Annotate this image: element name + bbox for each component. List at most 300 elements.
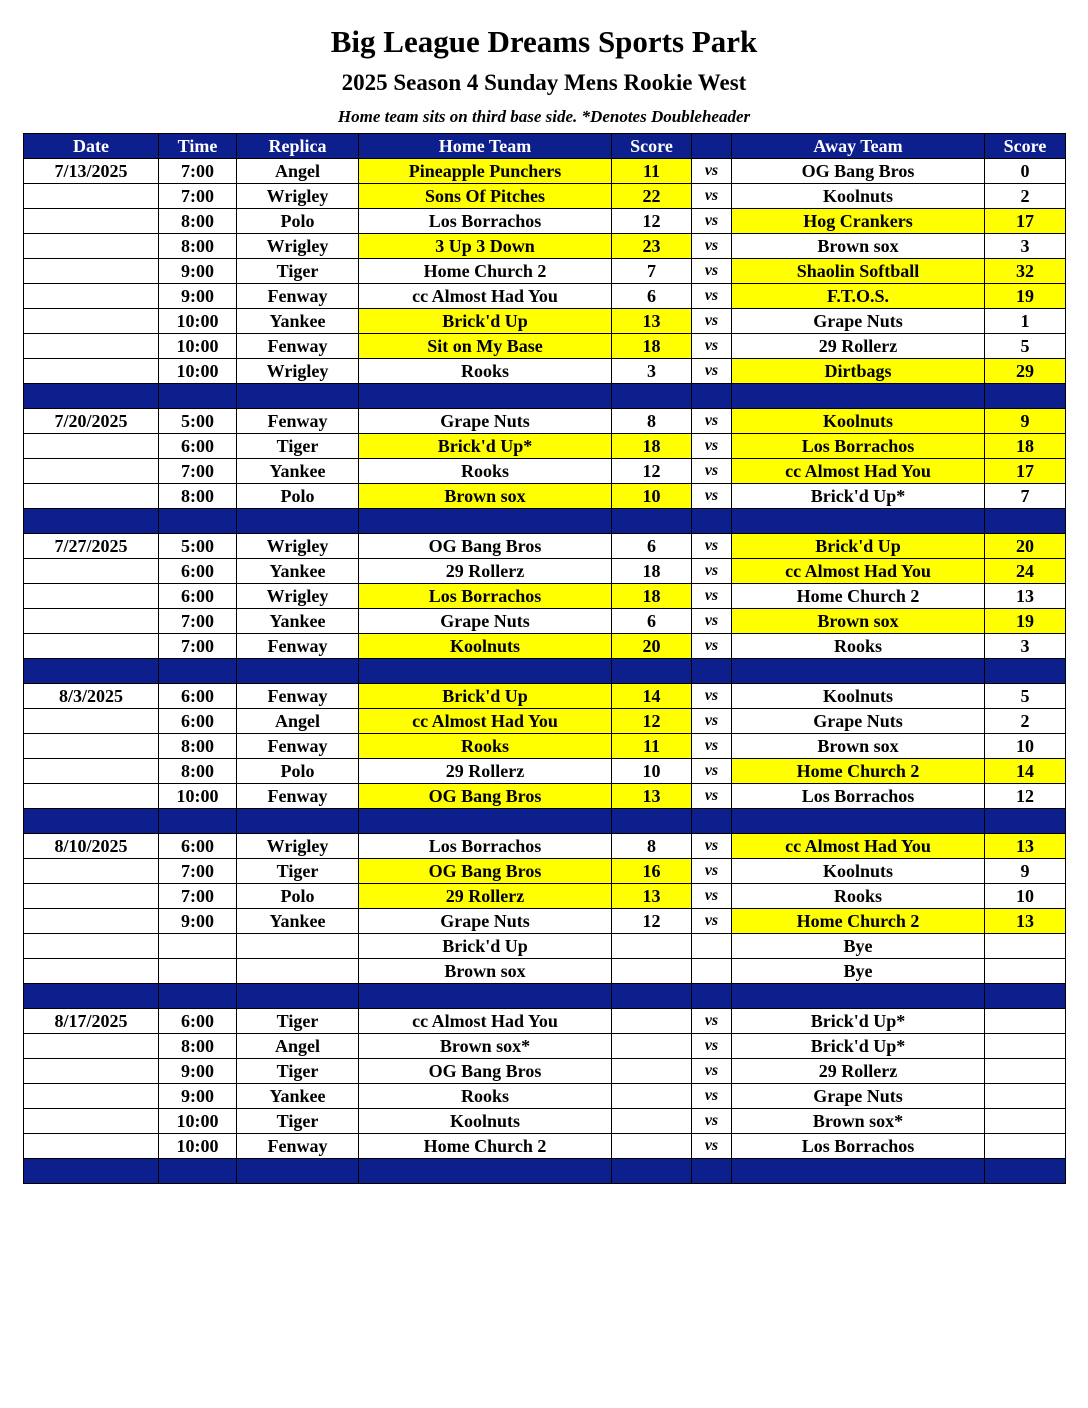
cell-vs: vs (692, 634, 732, 659)
cell-away-score (985, 959, 1066, 984)
cell-vs: vs (692, 484, 732, 509)
separator-cell (237, 809, 359, 834)
cell-date: 8/17/2025 (24, 1009, 159, 1034)
separator-cell (24, 984, 159, 1009)
separator-cell (985, 984, 1066, 1009)
cell-away-team: Home Church 2 (732, 759, 985, 784)
cell-vs: vs (692, 559, 732, 584)
cell-away-score: 20 (985, 534, 1066, 559)
cell-date (24, 234, 159, 259)
table-row (24, 209, 1066, 234)
separator-cell (359, 384, 612, 409)
cell-vs: vs (692, 1009, 732, 1034)
cell-away-team: Brick'd Up* (732, 1009, 985, 1034)
cell-home-team: Home Church 2 (359, 1134, 612, 1159)
separator-cell (612, 659, 692, 684)
cell-away-team: Rooks (732, 884, 985, 909)
col-header-replica: Replica (237, 134, 359, 159)
table-row (24, 734, 1066, 759)
cell-home-score: 10 (612, 484, 692, 509)
cell-date (24, 284, 159, 309)
cell-replica: Angel (237, 709, 359, 734)
cell-home-team: OG Bang Bros (359, 784, 612, 809)
table-row (24, 1084, 1066, 1109)
separator-cell (612, 984, 692, 1009)
separator-cell (159, 659, 237, 684)
cell-home-score (612, 1034, 692, 1059)
cell-vs: vs (692, 359, 732, 384)
cell-home-score: 6 (612, 284, 692, 309)
cell-date (24, 459, 159, 484)
cell-time: 7:00 (159, 634, 237, 659)
col-header-away-score: Score (985, 134, 1066, 159)
col-header-away-team: Away Team (732, 134, 985, 159)
cell-time: 8:00 (159, 234, 237, 259)
cell-vs: vs (692, 1059, 732, 1084)
cell-time: 8:00 (159, 759, 237, 784)
separator-cell (237, 384, 359, 409)
cell-home-score: 12 (612, 909, 692, 934)
cell-vs: vs (692, 259, 732, 284)
table-row (24, 709, 1066, 734)
cell-date: 8/10/2025 (24, 834, 159, 859)
cell-away-team: Brown sox (732, 734, 985, 759)
cell-away-team: Hog Crankers (732, 209, 985, 234)
cell-home-score: 22 (612, 184, 692, 209)
cell-date (24, 959, 159, 984)
week-separator-row (24, 659, 1066, 684)
cell-home-score: 7 (612, 259, 692, 284)
cell-away-score: 12 (985, 784, 1066, 809)
cell-time (159, 959, 237, 984)
cell-away-score: 3 (985, 634, 1066, 659)
cell-away-team: Brick'd Up* (732, 1034, 985, 1059)
col-header-time: Time (159, 134, 237, 159)
cell-home-team: OG Bang Bros (359, 859, 612, 884)
cell-home-team: Grape Nuts (359, 409, 612, 434)
cell-vs: vs (692, 284, 732, 309)
cell-time: 6:00 (159, 684, 237, 709)
cell-replica: Fenway (237, 634, 359, 659)
cell-home-team: 29 Rollerz (359, 759, 612, 784)
cell-home-score: 13 (612, 884, 692, 909)
table-row (24, 184, 1066, 209)
cell-date (24, 559, 159, 584)
cell-time: 7:00 (159, 609, 237, 634)
cell-away-score: 13 (985, 584, 1066, 609)
cell-away-team: cc Almost Had You (732, 459, 985, 484)
cell-home-score (612, 1009, 692, 1034)
cell-vs: vs (692, 784, 732, 809)
cell-date (24, 709, 159, 734)
cell-away-score (985, 1059, 1066, 1084)
cell-date (24, 934, 159, 959)
cell-away-team: F.T.O.S. (732, 284, 985, 309)
cell-time: 7:00 (159, 459, 237, 484)
table-row (24, 159, 1066, 184)
cell-replica: Wrigley (237, 534, 359, 559)
page-subtitle: 2025 Season 4 Sunday Mens Rookie West (341, 70, 747, 95)
cell-away-score: 32 (985, 259, 1066, 284)
col-header-vs (692, 134, 732, 159)
cell-time: 9:00 (159, 909, 237, 934)
cell-home-score (612, 1084, 692, 1109)
week-separator-row (24, 809, 1066, 834)
table-row (24, 934, 1066, 959)
separator-cell (237, 509, 359, 534)
cell-time: 6:00 (159, 1009, 237, 1034)
table-row (24, 434, 1066, 459)
cell-time: 8:00 (159, 734, 237, 759)
separator-cell (359, 509, 612, 534)
cell-home-team: Rooks (359, 459, 612, 484)
table-row (24, 309, 1066, 334)
cell-away-score (985, 1034, 1066, 1059)
table-row (24, 359, 1066, 384)
cell-time: 6:00 (159, 834, 237, 859)
separator-cell (692, 809, 732, 834)
cell-home-score: 8 (612, 409, 692, 434)
cell-replica (237, 934, 359, 959)
cell-time (159, 934, 237, 959)
cell-home-score (612, 1134, 692, 1159)
cell-time: 10:00 (159, 1109, 237, 1134)
cell-time: 8:00 (159, 209, 237, 234)
cell-replica: Fenway (237, 284, 359, 309)
table-row (24, 559, 1066, 584)
cell-date (24, 1134, 159, 1159)
separator-cell (985, 1159, 1066, 1184)
cell-date (24, 259, 159, 284)
cell-vs: vs (692, 209, 732, 234)
cell-away-score: 24 (985, 559, 1066, 584)
cell-away-team: 29 Rollerz (732, 334, 985, 359)
cell-away-team: Bye (732, 959, 985, 984)
cell-home-team: Pineapple Punchers (359, 159, 612, 184)
cell-time: 8:00 (159, 484, 237, 509)
cell-home-team: Sons Of Pitches (359, 184, 612, 209)
week-separator-row (24, 509, 1066, 534)
cell-time: 6:00 (159, 434, 237, 459)
cell-replica: Yankee (237, 1084, 359, 1109)
cell-replica: Tiger (237, 434, 359, 459)
cell-vs: vs (692, 709, 732, 734)
cell-home-score: 18 (612, 434, 692, 459)
cell-away-score: 9 (985, 409, 1066, 434)
cell-home-score: 13 (612, 309, 692, 334)
cell-home-team: Rooks (359, 1084, 612, 1109)
cell-away-team: Grape Nuts (732, 1084, 985, 1109)
cell-date (24, 609, 159, 634)
cell-time: 6:00 (159, 584, 237, 609)
cell-home-team: Los Borrachos (359, 584, 612, 609)
table-row (24, 884, 1066, 909)
separator-cell (237, 659, 359, 684)
cell-replica: Fenway (237, 409, 359, 434)
cell-vs: vs (692, 409, 732, 434)
table-row (24, 834, 1066, 859)
cell-away-score: 14 (985, 759, 1066, 784)
cell-home-team: 29 Rollerz (359, 884, 612, 909)
separator-cell (692, 509, 732, 534)
cell-home-score (612, 1059, 692, 1084)
cell-replica: Tiger (237, 859, 359, 884)
cell-home-team: 29 Rollerz (359, 559, 612, 584)
cell-vs: vs (692, 534, 732, 559)
cell-away-score (985, 1134, 1066, 1159)
cell-home-score: 6 (612, 534, 692, 559)
cell-date (24, 484, 159, 509)
separator-cell (612, 809, 692, 834)
cell-home-team: Los Borrachos (359, 834, 612, 859)
separator-cell (359, 659, 612, 684)
cell-replica: Wrigley (237, 234, 359, 259)
week-separator-row (24, 984, 1066, 1009)
cell-home-score: 20 (612, 634, 692, 659)
table-row (24, 784, 1066, 809)
cell-date (24, 359, 159, 384)
cell-replica: Polo (237, 484, 359, 509)
cell-home-score: 11 (612, 734, 692, 759)
cell-home-score: 3 (612, 359, 692, 384)
cell-away-score: 0 (985, 159, 1066, 184)
cell-home-team: Grape Nuts (359, 609, 612, 634)
separator-cell (24, 659, 159, 684)
cell-home-score: 18 (612, 559, 692, 584)
cell-home-score: 6 (612, 609, 692, 634)
table-row (24, 1034, 1066, 1059)
cell-vs: vs (692, 334, 732, 359)
cell-date (24, 334, 159, 359)
schedule-body (24, 159, 1066, 1184)
separator-cell (732, 984, 985, 1009)
cell-vs (692, 934, 732, 959)
table-row (24, 284, 1066, 309)
cell-home-score: 11 (612, 159, 692, 184)
cell-away-team: cc Almost Had You (732, 834, 985, 859)
cell-home-score: 14 (612, 684, 692, 709)
cell-away-score: 3 (985, 234, 1066, 259)
cell-home-team: Rooks (359, 359, 612, 384)
cell-away-team: Grape Nuts (732, 309, 985, 334)
cell-away-team: Brick'd Up (732, 534, 985, 559)
separator-cell (692, 984, 732, 1009)
cell-replica: Angel (237, 159, 359, 184)
cell-replica: Polo (237, 209, 359, 234)
cell-replica: Yankee (237, 559, 359, 584)
cell-time: 10:00 (159, 1134, 237, 1159)
cell-away-score: 10 (985, 734, 1066, 759)
cell-date: 7/20/2025 (24, 409, 159, 434)
cell-replica: Wrigley (237, 834, 359, 859)
cell-away-team: Home Church 2 (732, 909, 985, 934)
cell-home-score: 13 (612, 784, 692, 809)
cell-away-team: Koolnuts (732, 409, 985, 434)
separator-cell (612, 1159, 692, 1184)
cell-away-score: 2 (985, 184, 1066, 209)
separator-cell (24, 384, 159, 409)
cell-away-score (985, 934, 1066, 959)
cell-replica: Yankee (237, 609, 359, 634)
cell-home-team: Brown sox (359, 484, 612, 509)
separator-cell (159, 809, 237, 834)
cell-date (24, 884, 159, 909)
cell-away-score (985, 1109, 1066, 1134)
cell-home-score: 16 (612, 859, 692, 884)
separator-cell (692, 384, 732, 409)
cell-time: 6:00 (159, 709, 237, 734)
table-header-row (24, 134, 1066, 159)
table-row (24, 759, 1066, 784)
separator-cell (24, 809, 159, 834)
table-row (24, 1059, 1066, 1084)
cell-home-score: 12 (612, 459, 692, 484)
cell-replica: Yankee (237, 909, 359, 934)
cell-vs: vs (692, 309, 732, 334)
cell-replica: Polo (237, 884, 359, 909)
cell-date (24, 434, 159, 459)
cell-vs: vs (692, 684, 732, 709)
cell-away-score: 17 (985, 209, 1066, 234)
table-row (24, 859, 1066, 884)
cell-date (24, 309, 159, 334)
table-row (24, 259, 1066, 284)
cell-away-team: Koolnuts (732, 684, 985, 709)
cell-replica: Fenway (237, 684, 359, 709)
cell-vs: vs (692, 609, 732, 634)
page-note: Home team sits on third base side. *Denotes Doubleheader (337, 107, 751, 126)
col-header-home-score: Score (612, 134, 692, 159)
cell-time: 9:00 (159, 1084, 237, 1109)
cell-date (24, 584, 159, 609)
cell-vs: vs (692, 734, 732, 759)
cell-replica: Yankee (237, 459, 359, 484)
separator-cell (24, 1159, 159, 1184)
cell-vs: vs (692, 584, 732, 609)
cell-home-team: Rooks (359, 734, 612, 759)
cell-home-team: OG Bang Bros (359, 534, 612, 559)
cell-replica: Tiger (237, 259, 359, 284)
cell-away-score: 19 (985, 284, 1066, 309)
cell-away-team: Brown sox (732, 609, 985, 634)
cell-date (24, 209, 159, 234)
cell-vs: vs (692, 1109, 732, 1134)
cell-away-score (985, 1084, 1066, 1109)
table-row (24, 484, 1066, 509)
separator-cell (159, 984, 237, 1009)
cell-away-team: Los Borrachos (732, 1134, 985, 1159)
table-row (24, 684, 1066, 709)
cell-away-score: 5 (985, 334, 1066, 359)
cell-home-score: 23 (612, 234, 692, 259)
cell-time: 8:00 (159, 1034, 237, 1059)
cell-away-team: Shaolin Softball (732, 259, 985, 284)
cell-home-score (612, 959, 692, 984)
table-row (24, 634, 1066, 659)
separator-cell (159, 384, 237, 409)
cell-time: 9:00 (159, 259, 237, 284)
separator-cell (985, 809, 1066, 834)
cell-away-team: Brown sox (732, 234, 985, 259)
week-separator-row (24, 1159, 1066, 1184)
separator-cell (692, 659, 732, 684)
cell-home-team: Koolnuts (359, 1109, 612, 1134)
cell-away-team: Dirtbags (732, 359, 985, 384)
cell-home-score: 10 (612, 759, 692, 784)
cell-away-score: 17 (985, 459, 1066, 484)
separator-cell (612, 384, 692, 409)
cell-replica: Tiger (237, 1109, 359, 1134)
cell-home-score: 8 (612, 834, 692, 859)
cell-vs: vs (692, 759, 732, 784)
cell-home-team: 3 Up 3 Down (359, 234, 612, 259)
cell-replica: Fenway (237, 1134, 359, 1159)
cell-home-team: cc Almost Had You (359, 284, 612, 309)
cell-home-team: Brown sox* (359, 1034, 612, 1059)
cell-vs: vs (692, 184, 732, 209)
cell-away-team: Rooks (732, 634, 985, 659)
cell-time: 10:00 (159, 309, 237, 334)
cell-replica: Yankee (237, 309, 359, 334)
cell-home-score: 18 (612, 334, 692, 359)
cell-vs: vs (692, 1084, 732, 1109)
cell-date (24, 784, 159, 809)
cell-home-score (612, 934, 692, 959)
cell-home-team: cc Almost Had You (359, 709, 612, 734)
cell-vs: vs (692, 434, 732, 459)
cell-vs: vs (692, 859, 732, 884)
separator-cell (732, 659, 985, 684)
separator-cell (359, 984, 612, 1009)
separator-cell (985, 384, 1066, 409)
separator-cell (985, 509, 1066, 534)
cell-date (24, 1109, 159, 1134)
cell-away-score: 13 (985, 834, 1066, 859)
cell-away-team: Home Church 2 (732, 584, 985, 609)
cell-replica: Wrigley (237, 584, 359, 609)
cell-away-team: Los Borrachos (732, 434, 985, 459)
cell-replica: Fenway (237, 334, 359, 359)
cell-replica: Tiger (237, 1009, 359, 1034)
cell-vs: vs (692, 834, 732, 859)
cell-home-score: 12 (612, 709, 692, 734)
cell-away-score: 7 (985, 484, 1066, 509)
table-row (24, 1009, 1066, 1034)
cell-time: 10:00 (159, 784, 237, 809)
separator-cell (159, 1159, 237, 1184)
cell-home-score: 18 (612, 584, 692, 609)
cell-home-team: Sit on My Base (359, 334, 612, 359)
cell-home-score: 12 (612, 209, 692, 234)
cell-away-score: 1 (985, 309, 1066, 334)
separator-cell (24, 509, 159, 534)
cell-away-team: Brick'd Up* (732, 484, 985, 509)
cell-away-team: 29 Rollerz (732, 1059, 985, 1084)
cell-vs: vs (692, 459, 732, 484)
page-title: Big League Dreams Sports Park (330, 24, 758, 59)
separator-cell (985, 659, 1066, 684)
cell-date: 7/13/2025 (24, 159, 159, 184)
col-header-home-team: Home Team (359, 134, 612, 159)
cell-home-team: Brick'd Up* (359, 434, 612, 459)
cell-vs (692, 959, 732, 984)
separator-cell (359, 1159, 612, 1184)
cell-vs: vs (692, 1034, 732, 1059)
cell-time: 10:00 (159, 359, 237, 384)
cell-home-team: Los Borrachos (359, 209, 612, 234)
cell-date (24, 1059, 159, 1084)
table-row (24, 534, 1066, 559)
